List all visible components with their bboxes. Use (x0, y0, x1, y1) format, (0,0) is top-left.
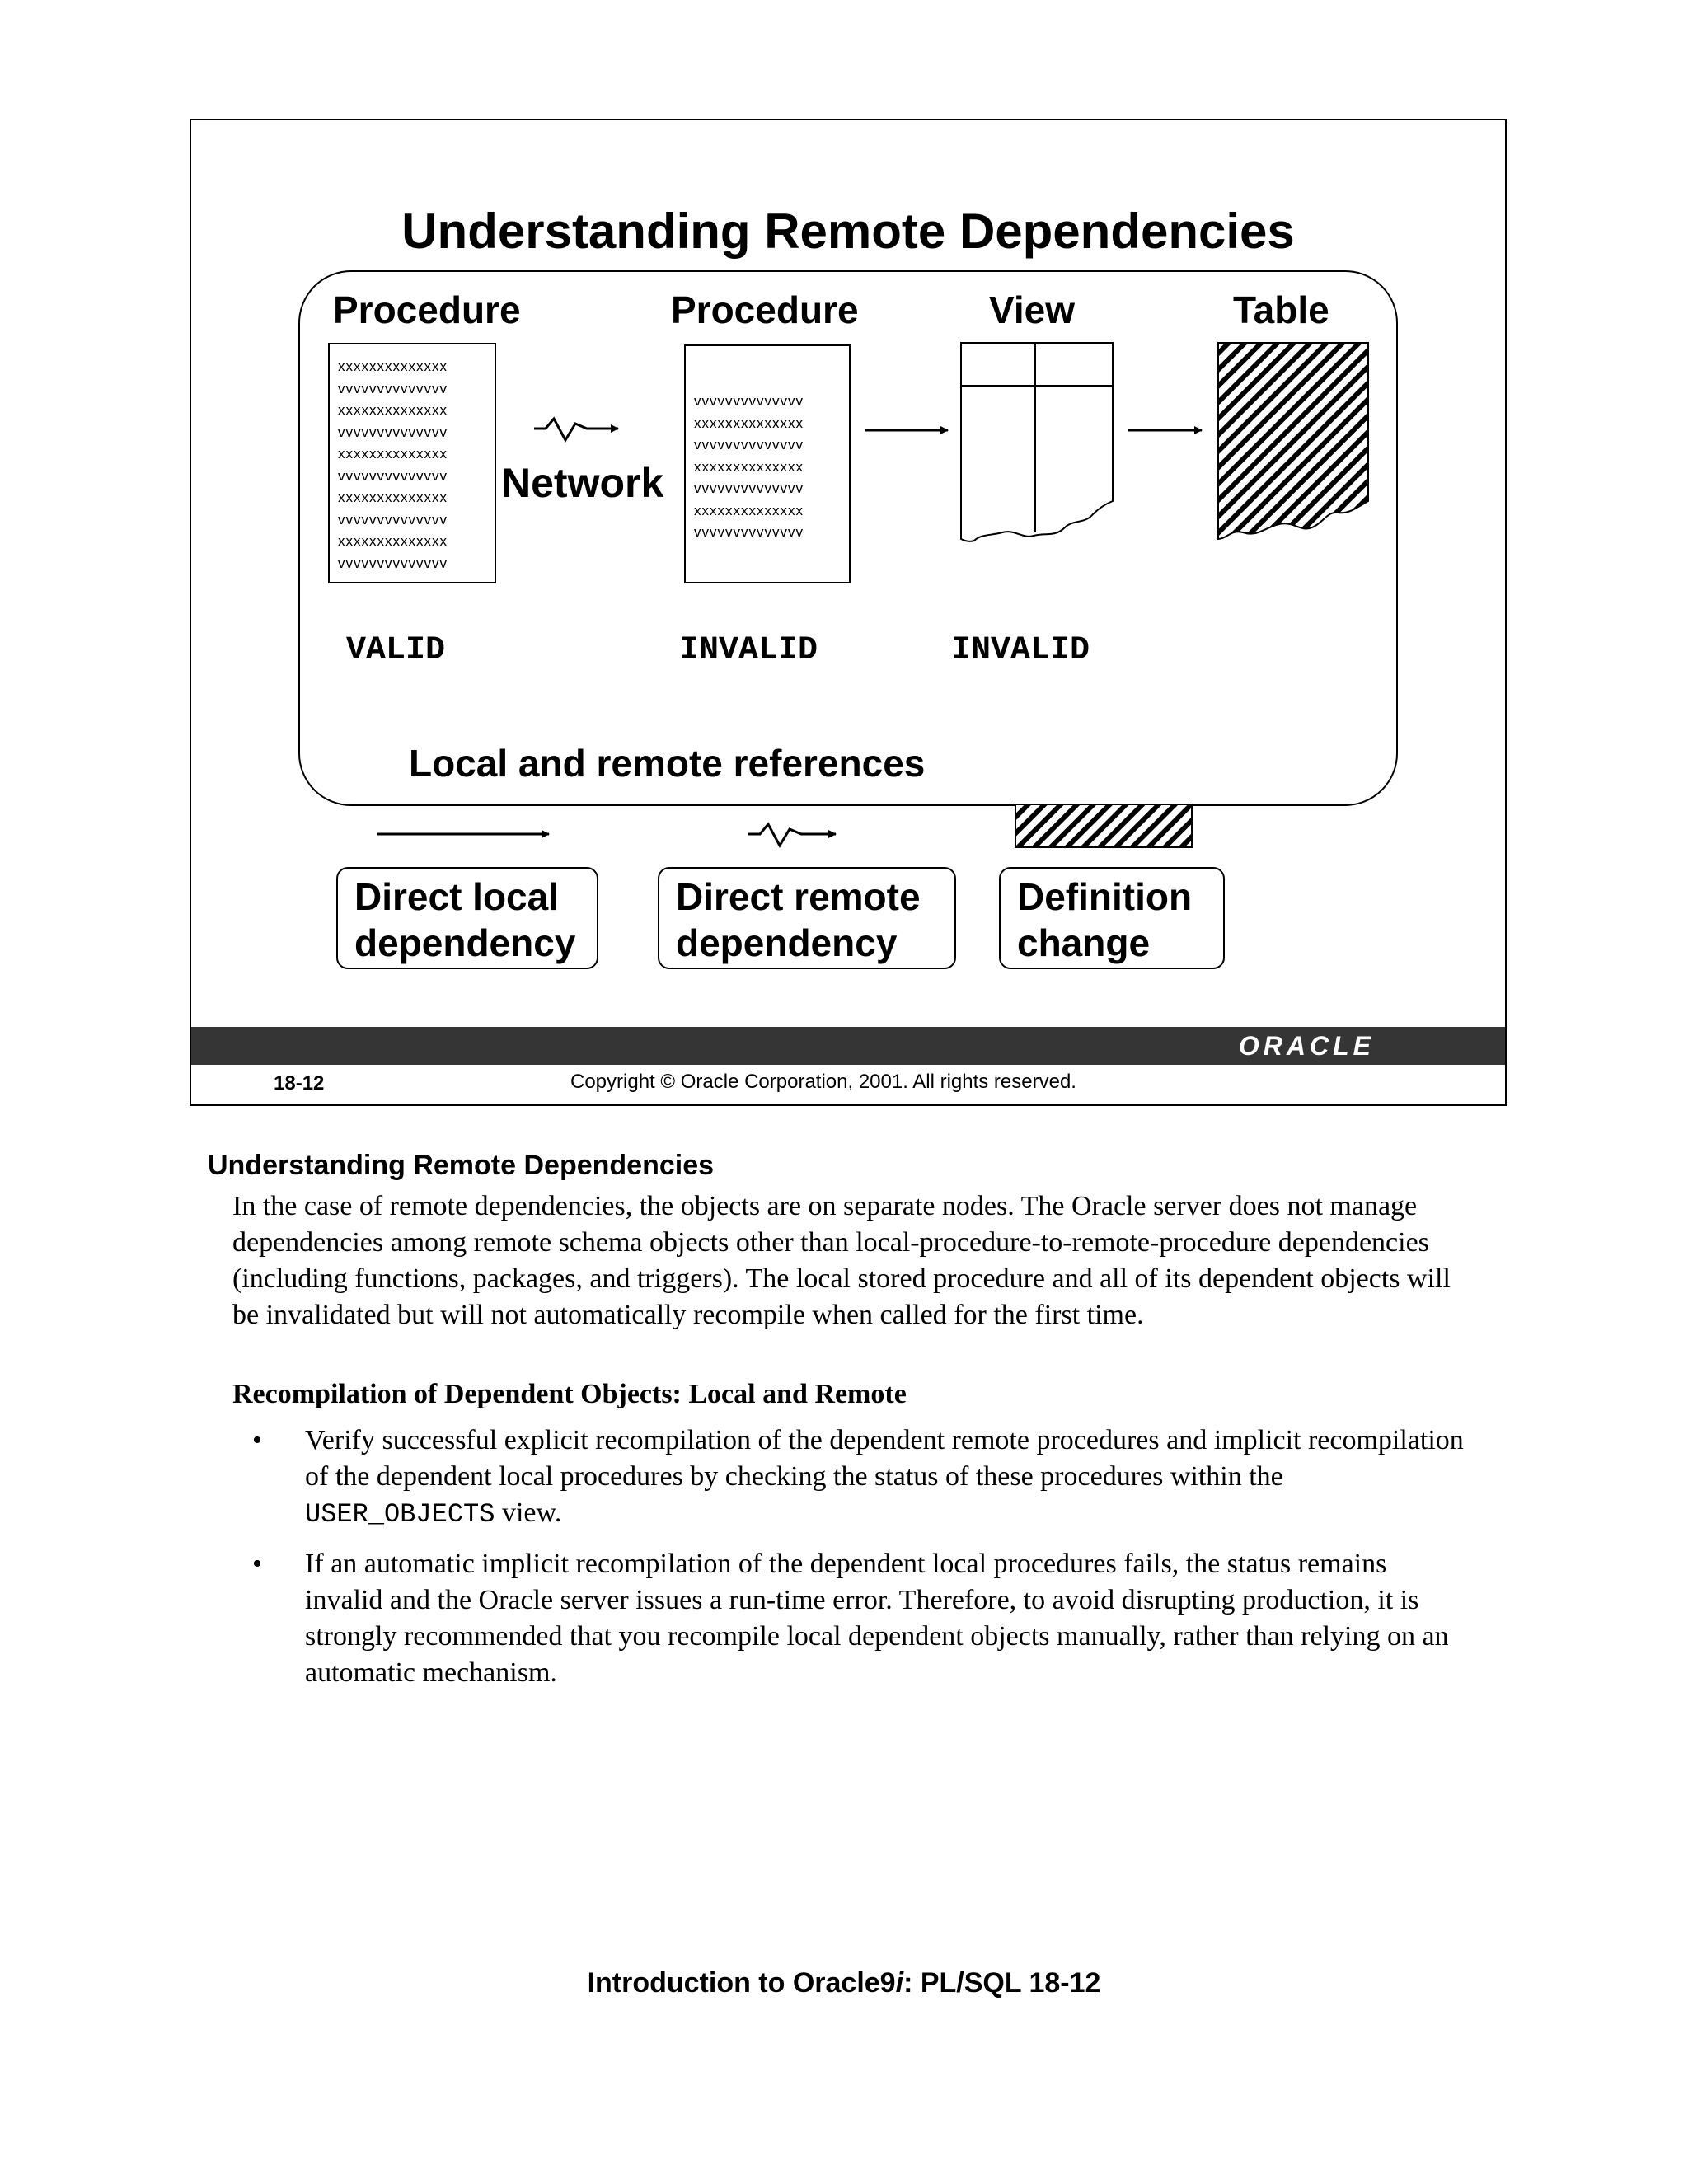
bullet-mark: • (252, 1549, 262, 1579)
bullet-item-verify (232, 1422, 1469, 1533)
notes-bullet-list (232, 1422, 1469, 1704)
oracle-logo: ORACLE (1238, 1031, 1375, 1061)
network-label: Network (501, 460, 664, 506)
notes-subheading: Recompilation of Dependent Objects: Local and Remote (232, 1379, 907, 1409)
column-header-view: View (989, 288, 1075, 331)
bullet-text-end: view. (495, 1497, 562, 1528)
bullet-text: Verify successful explicit recompilation of the dependent remote procedures and implicit recompilation of the dependent local procedures by checking the status of these procedures within the (305, 1425, 1464, 1492)
notes-paragraph: In the case of remote dependencies, the objects are on separate nodes. The Oracle server does not manage dependencies among remote schema objects other than local-procedure-to-remote-procedure dependencies (including functions, packages, and triggers). The local stored procedure and all of its dependent objects will be invalidated but will not automatically recompile when called for the first time. (232, 1191, 1451, 1330)
notes-heading: Understanding Remote Dependencies (208, 1150, 715, 1181)
view-shape (961, 343, 1113, 541)
slide (190, 119, 1507, 1106)
page-footer (0, 1966, 1688, 1999)
bullet-text: If an automatic implicit recompilation of the dependent local procedures fails, the status remains invalid and the Oracle server issues a run-time error. Therefore, to avoid disrupting production, it is strongly recommended that you recompile local dependent objects manually, rather than relying on an automatic mechanism. (305, 1549, 1449, 1688)
network-arrow (534, 419, 618, 440)
slide-footer-bar (191, 1027, 1505, 1065)
slide-number: 18-12 (274, 1072, 325, 1094)
bullet-mark: • (252, 1425, 262, 1455)
bullet-item-recompile (232, 1546, 1469, 1691)
legend-direct-local: Direct local dependency (336, 867, 598, 969)
local-procedure-code: xxxxxxxxxxxxxx vvvvvvvvvvvvvv xxxxxxxxxxxxxx vvvvvvvvvvvvvv xxxxxxxxxxxxxx vvvvvvvvvvvvvv xxxxxxxxxxxxxx vvvvvvvvvvvvvv xxxxxxxxxxxxxx vvvvvvvvvvvvvv (328, 343, 496, 583)
user-objects-code: USER_OBJECTS (305, 1499, 495, 1530)
table-shape (1218, 343, 1368, 541)
references-caption: Local and remote references (409, 742, 926, 785)
legend-definition-change-swatch (1015, 804, 1192, 847)
legend-direct-remote: Direct remote dependency (658, 867, 956, 969)
copyright-notice: Copyright © Oracle Corporation, 2001. All rights reserved. (570, 1071, 1076, 1093)
column-header-remote-procedure: Procedure (671, 288, 859, 331)
page-footer-page: : PL/SQL 18-12 (903, 1967, 1101, 1999)
status-valid: VALID (346, 632, 446, 669)
slide-title: Understanding Remote Dependencies (401, 204, 1295, 259)
status-invalid-procedure: INVALID (679, 632, 818, 669)
legend-direct-remote-arrow (748, 824, 836, 846)
remote-procedure-code: vvvvvvvvvvvvvv xxxxxxxxxxxxxx vvvvvvvvvvvvvv xxxxxxxxxxxxxx vvvvvvvvvvvvvv xxxxxxxxxxxxxx vvvvvvvvvvvvvv (684, 344, 851, 583)
page-footer-italic: i (895, 1967, 904, 1999)
column-header-table: Table (1233, 288, 1329, 331)
column-header-local-procedure: Procedure (333, 288, 521, 331)
page-footer-title: Introduction to Oracle9 (587, 1967, 896, 1999)
legend-definition-change: Definition change (999, 867, 1225, 969)
status-invalid-view: INVALID (951, 632, 1090, 669)
